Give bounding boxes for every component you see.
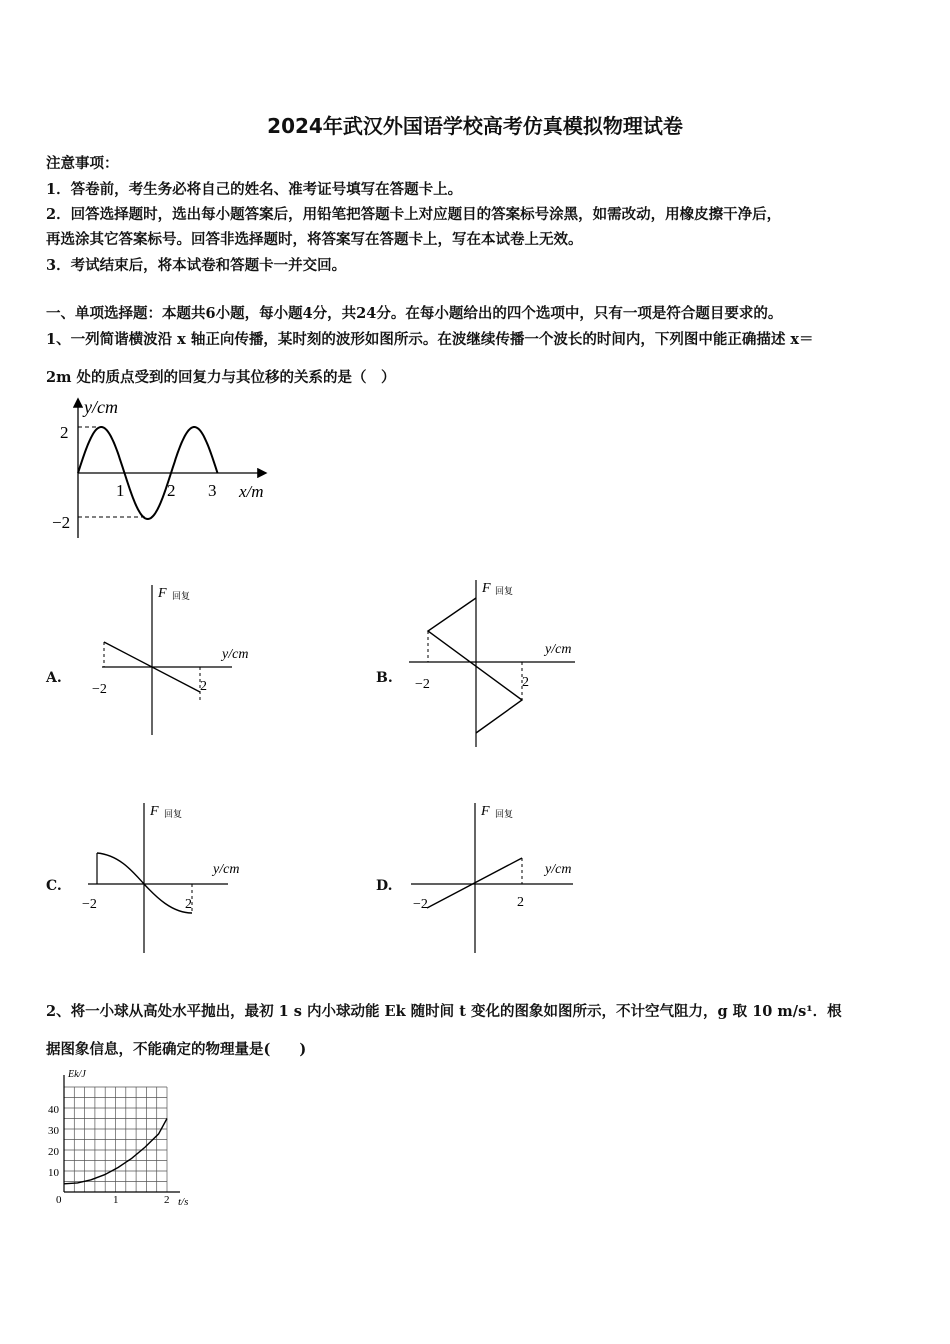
y-tick: 40 (48, 1104, 59, 1116)
neg-tick: −2 (415, 677, 430, 692)
x-tick: 3 (208, 481, 217, 500)
y-tick: 10 (48, 1167, 59, 1179)
q2-text: 2、将一小球从高处水平抛出，最初 1 s 内小球动能 Ek 随时间 t 变化的图象如图所示，不计空气阻力，g 取 10 m/s¹．根 (46, 1003, 842, 1020)
f-subscript: 回复 (164, 809, 183, 819)
y-label: y/cm (545, 862, 572, 877)
f-subscript: 回复 (495, 809, 514, 819)
neg-tick: −2 (413, 897, 428, 912)
f-label: F (158, 586, 167, 601)
pos-tick: 2 (200, 679, 207, 694)
x-tick: 0 (56, 1194, 62, 1206)
f-label: F (482, 581, 491, 596)
y-tick: −2 (52, 513, 71, 532)
pos-tick: 2 (185, 897, 192, 912)
f-y-path (428, 598, 522, 733)
x-tick: 2 (164, 1194, 170, 1206)
x-axis-label: t/s (178, 1196, 189, 1208)
ek-t-graph (40, 1065, 210, 1210)
notice-item: 1．答卷前，考生务必将自己的姓名、准考证号填写在答题卡上。 (46, 181, 463, 198)
y-label: y/cm (222, 647, 249, 662)
y-axis-label: Ek/J (68, 1069, 86, 1080)
notice-item: 3．考试结束后，将本试卷和答题卡一并交回。 (46, 257, 347, 274)
option-label[interactable]: A. (46, 670, 62, 686)
neg-tick: −2 (92, 682, 107, 697)
grid (64, 1087, 167, 1192)
q1-text: 1、一列简谐横波沿 x 轴正向传播，某时刻的波形如图所示。在波继续传播一个波长的时间内，下列图中能正确描述 x＝ (46, 331, 814, 348)
f-subscript: 回复 (495, 586, 514, 596)
option-label[interactable]: C. (46, 878, 62, 894)
f-label: F (481, 804, 490, 819)
y-tick: 20 (48, 1146, 59, 1158)
option-d-graph[interactable] (405, 795, 605, 955)
option-label[interactable]: B. (376, 670, 393, 686)
notice-heading: 注意事项： (46, 155, 119, 172)
pos-tick: 2 (522, 675, 529, 690)
f-label: F (150, 804, 159, 819)
y-tick: 30 (48, 1125, 59, 1137)
wave-figure (50, 392, 290, 552)
neg-tick: −2 (82, 897, 97, 912)
x-tick: 1 (116, 481, 125, 500)
option-c-graph[interactable] (80, 795, 280, 955)
option-b-graph[interactable] (405, 575, 605, 750)
option-label[interactable]: D. (376, 878, 393, 894)
f-subscript: 回复 (172, 591, 191, 601)
x-tick: 1 (113, 1194, 119, 1206)
x-axis-label: x/m (239, 482, 264, 501)
y-label: y/cm (213, 862, 240, 877)
y-label: y/cm (545, 642, 572, 657)
notice-item: 2．回答选择题时，选出每小题答案后，用铅笔把答题卡上对应题目的答案标号涂黑，如需改动，用橡皮擦干净后， (46, 206, 782, 223)
notice-item: 再选涂其它答案标号。回答非选择题时，将答案写在答题卡上，写在本试卷上无效。 (46, 231, 583, 248)
section-heading: 一、单项选择题：本题共6小题，每小题4分，共24分。在每小题给出的四个选项中，只有一项是符合题目要求的。 (46, 305, 783, 322)
q1-text: 2m 处的质点受到的回复力与其位移的关系的是（ ） (46, 369, 396, 386)
option-a-graph[interactable] (90, 580, 280, 740)
y-tick: 2 (60, 423, 69, 442)
q2-text: 据图象信息，不能确定的物理量是( ) (46, 1041, 307, 1058)
y-axis-label: y/cm (84, 397, 118, 417)
x-tick: 2 (167, 481, 176, 500)
pos-tick: 2 (517, 895, 524, 910)
page-title: 2024年武汉外国语学校高考仿真模拟物理试卷 (267, 114, 683, 138)
